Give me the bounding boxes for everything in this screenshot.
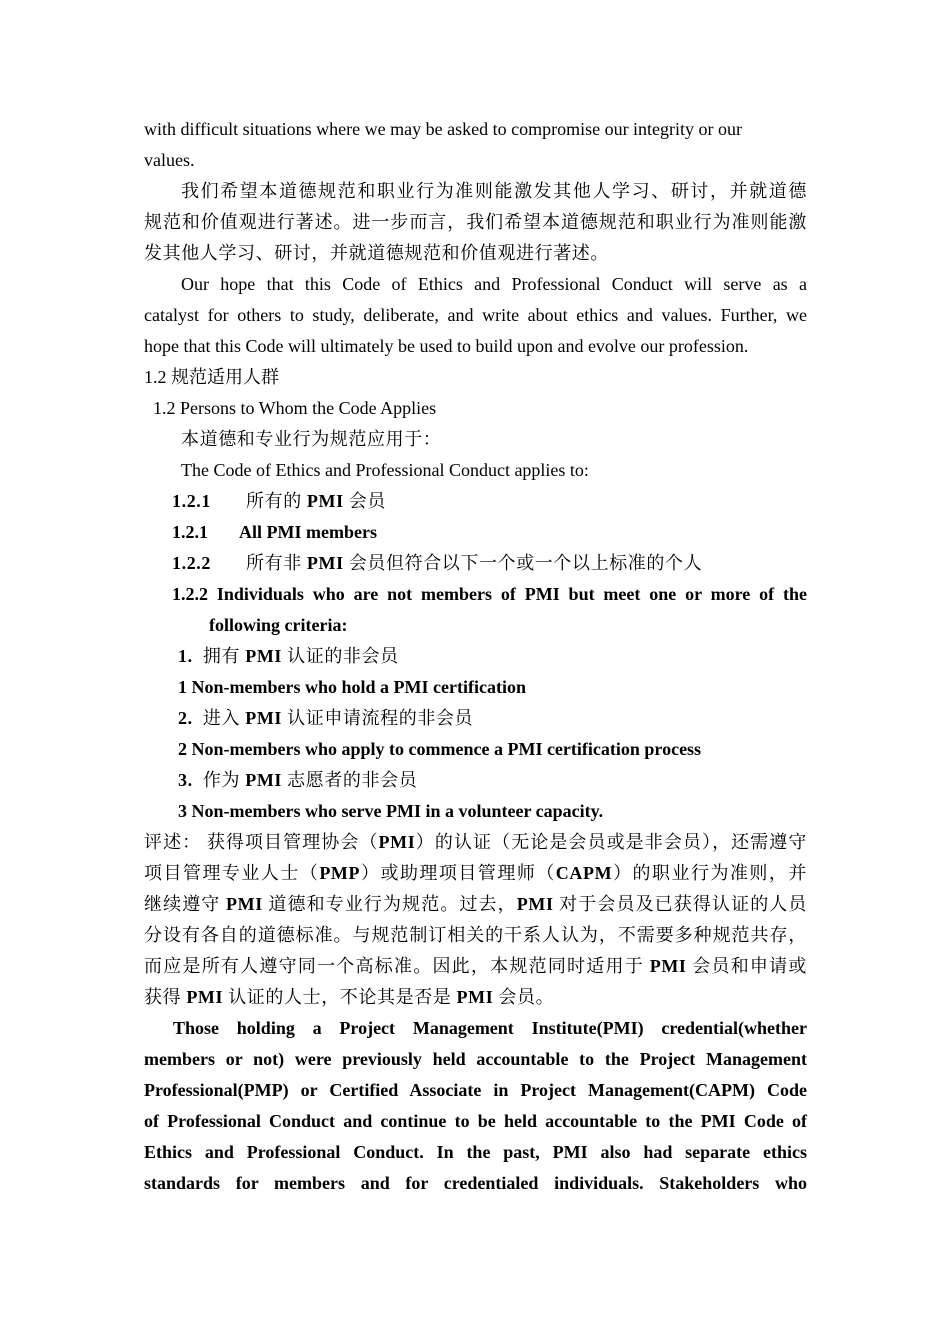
item-1-2-1-en: 1.2.1 All PMI members [144,517,807,548]
criteria-2-en: 2 Non-members who apply to commence a PMI certification process [178,739,702,759]
comment-en-line-3: Professional(PMP) or Certified Associate in Project Management(CAPM) Code [144,1080,807,1100]
document-body [144,114,807,1199]
para-cn-2-line-1: 我们希望本道德规范和职业行为准则能激发其他人学习、研讨，并就道德 [181,181,807,201]
para-en-1-line-2: values. [144,150,195,170]
comment-en-line-6: standards for members and for credentialed individuals. Stakeholders who [144,1173,807,1193]
item-number: 1.2.2 [172,553,211,573]
para-en-2-line-3: hope that this Code will ultimately be used to build upon and evolve our profession. [144,336,749,356]
item-1-2-2-en-line-2: following criteria: [209,615,348,635]
criteria-1-en: 1 Non-members who hold a PMI certification [178,677,526,697]
criteria-1-cn: 1. 拥有 PMI 认证的非会员 [178,646,399,666]
para-cn-2-line-3: 发其他人学习、研讨，并就道德规范和价值观进行著述。 [144,243,609,263]
comment-en-line-4: of Professional Conduct and continue to be held accountable to the PMI Code of [144,1111,807,1131]
para-en-2-line-1: Our hope that this Code of Ethics and Professional Conduct will serve as a [181,274,807,294]
section-heading-en: 1.2 Persons to Whom the Code Applies [153,398,437,418]
comment-cn-line-1: 评述： 获得项目管理协会（PMI）的认证（无论是会员或是非会员），还需遵守 [144,832,807,852]
comment-cn-line-4: 分设有各自的道德标准。与规范制订相关的干系人认为，不需要多种规范共存， [144,925,807,945]
item-number: 1.2.1 [172,522,208,542]
item-1-2-1-cn: 1.2.1 所有的 PMI 会员 [144,486,807,517]
para-en-2-line-2: catalyst for others to study, deliberate, and write about ethics and values. Further, we [144,305,807,325]
criteria-3-en: 3 Non-members who serve PMI in a volunteer capacity. [178,801,604,821]
comment-en-line-5: Ethics and Professional Conduct. In the past, PMI also had separate ethics [144,1142,807,1162]
comment-cn-line-2: 项目管理专业人士（PMP）或助理项目管理师（CAPM）的职业行为准则，并 [144,863,807,883]
comment-en-line-2: members or not) were previously held accountable to the Project Management [144,1049,807,1069]
criteria-2-cn: 2. 进入 PMI 认证申请流程的非会员 [178,708,474,728]
para-en-1-line-1: with difficult situations where we may be asked to compromise our integrity or our [144,119,743,139]
applies-intro-en: The Code of Ethics and Professional Conduct applies to: [181,460,589,480]
applies-intro-cn: 本道德和专业行为规范应用于： [181,429,442,449]
comment-cn-line-5: 而应是所有人遵守同一个高标准。因此，本规范同时适用于 PMI 会员和申请或 [144,956,807,976]
criteria-3-cn: 3. 作为 PMI 志愿者的非会员 [178,770,418,790]
item-1-2-2-en-line-1: 1.2.2 Individuals who are not members of PMI but meet one or more of the [172,584,807,604]
comment-cn-line-3: 继续遵守 PMI 道德和专业行为规范。过去，PMI 对于会员及已获得认证的人员 [144,894,807,914]
item-number: 1.2.1 [172,491,211,511]
comment-en-line-1: Those holding a Project Management Institute(PMI) credential(whether [173,1018,807,1038]
section-heading-cn: 1.2 规范适用人群 [144,367,279,387]
item-1-2-2-cn: 1.2.2 所有非 PMI 会员但符合以下一个或一个以上标准的个人 [144,548,807,579]
comment-cn-line-6: 获得 PMI 认证的人士，不论其是否是 PMI 会员。 [144,987,555,1007]
para-cn-2-line-2: 规范和价值观进行著述。进一步而言，我们希望本道德规范和职业行为准则能激 [144,212,807,232]
